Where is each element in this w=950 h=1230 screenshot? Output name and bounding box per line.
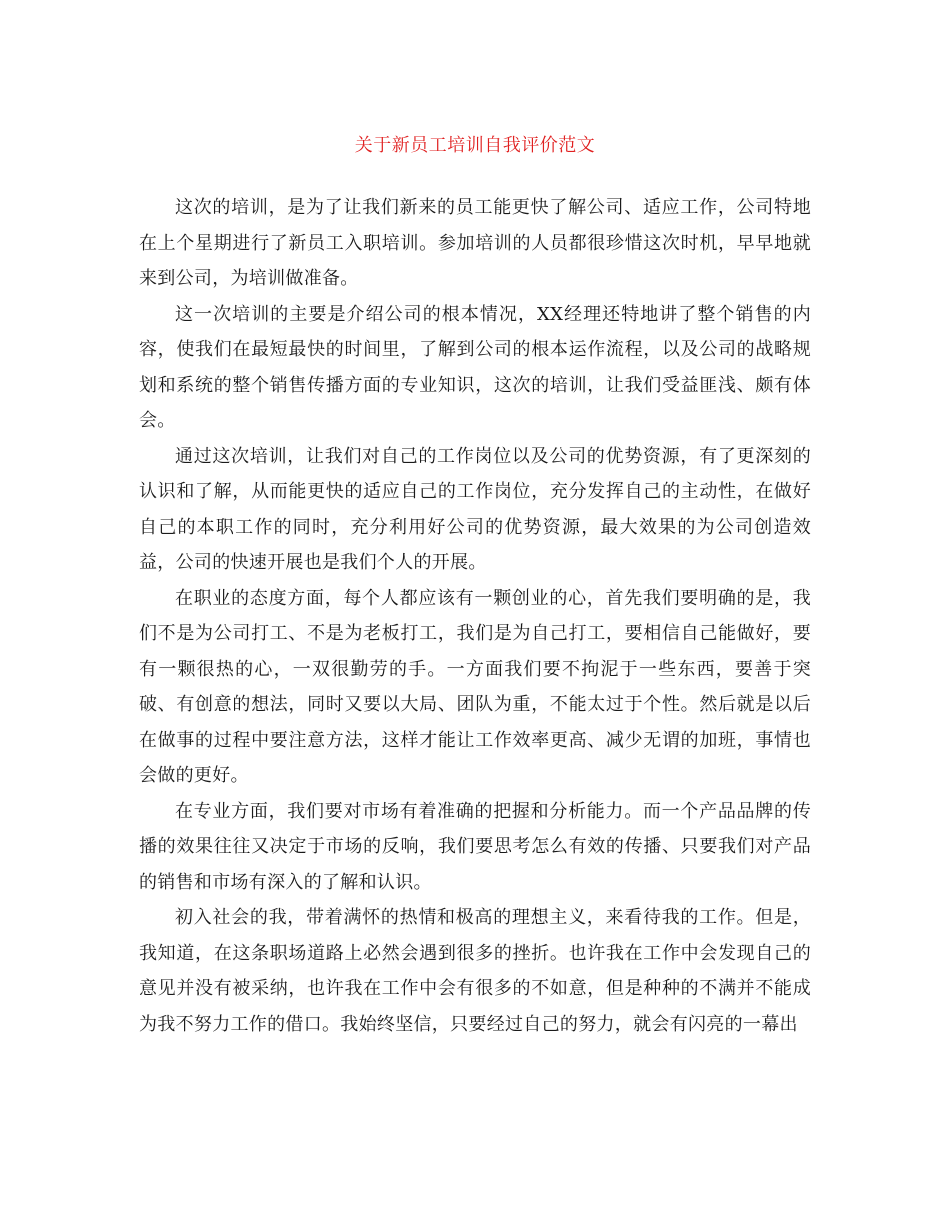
paragraph-2: 这一次培训的主要是介绍公司的根本情况，XX经理还特地讲了整个销售的内容，使我们在最短最快的时间里，了解到公司的根本运作流程，以及公司的战略规划和系统的整个销售传播方面的专业知识，这次的培训，让我们受益匪浅、颇有体会。 bbox=[139, 303, 811, 431]
paragraph-4: 在职业的态度方面，每个人都应该有一颗创业的心，首先我们要明确的是，我们不是为公司打工、不是为老板打工，我们是为自己打工，要相信自己能做好，要有一颗很热的心，一双很勤劳的手。一方面我们要不拘泥于一些东西，要善于突破、有创意的想法，同时又要以大局、团队为重，不能太过于个性。然后就是以后在做事的过程中要注意方法，这样才能让工作效率更高、减少无谓的加班，事情也会做的更好。 bbox=[139, 587, 811, 786]
document-title: 关于新员工培训自我评价范文 bbox=[354, 135, 596, 156]
document-body bbox=[139, 190, 811, 1042]
paragraph-5: 在专业方面，我们要对市场有着准确的把握和分析能力。而一个产品品牌的传播的效果往往又决定于市场的反响，我们要思考怎么有效的传播、只要我们对产品的销售和市场有深入的了解和认识。 bbox=[139, 800, 811, 893]
paragraph-3: 通过这次培训，让我们对自己的工作岗位以及公司的优势资源，有了更深刻的认识和了解，从而能更快的适应自己的工作岗位，充分发挥自己的主动性，在做好自己的本职工作的同时，充分利用好公司的优势资源，最大效果的为公司创造效益，公司的快速开展也是我们个人的开展。 bbox=[139, 445, 811, 573]
paragraph-6: 初入社会的我，带着满怀的热情和极高的理想主义，来看待我的工作。但是，我知道，在这条职场道路上必然会遇到很多的挫折。也许我在工作中会发现自己的意见并没有被采纳，也许我在工作中会有很多的不如意，但是种种的不满并不能成为我不努力工作的借口。我始终坚信，只要经过自己的努力，就会有闪亮的一幕出 bbox=[139, 907, 811, 1035]
paragraph-1: 这次的培训，是为了让我们新来的员工能更快了解公司、适应工作，公司特地在上个星期进行了新员工入职培训。参加培训的人员都很珍惜这次时机，早早地就来到公司，为培训做准备。 bbox=[139, 197, 811, 289]
